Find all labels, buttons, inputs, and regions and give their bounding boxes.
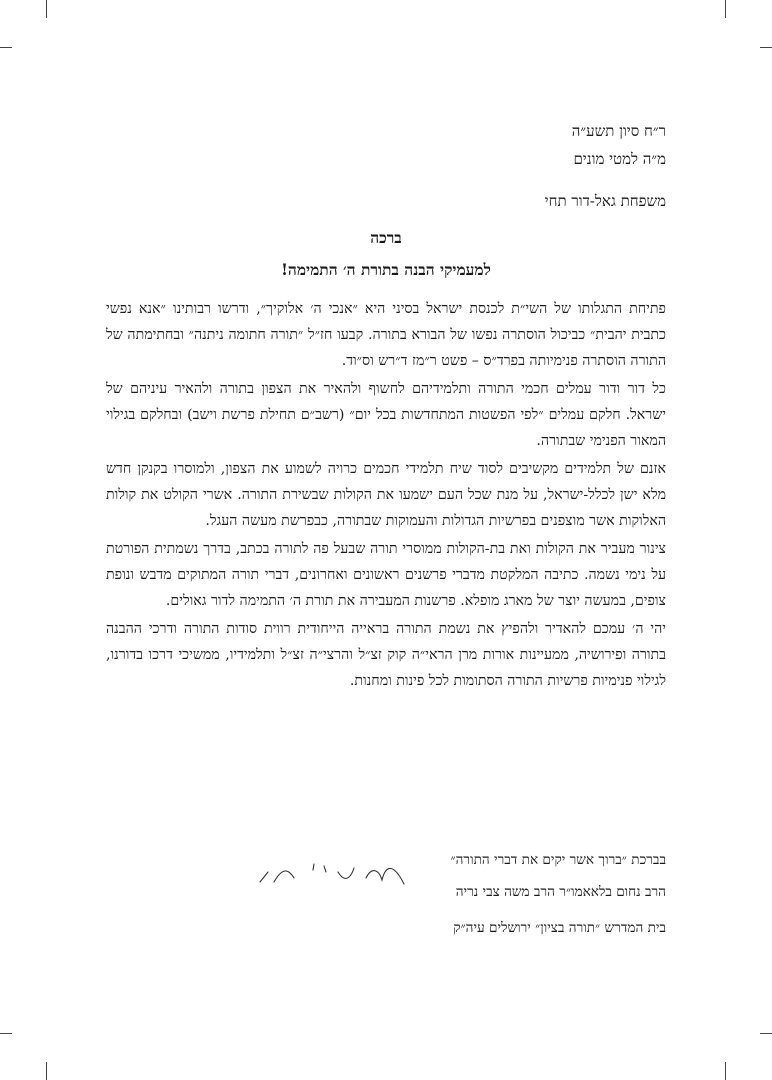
institution	[106, 918, 666, 938]
crop-mark-bottom-right-h	[760, 1033, 772, 1034]
letter-subtitle: למעמיקי הבנה בתורת ה׳ התמימה!	[281, 260, 491, 279]
crop-mark-top-left-v	[46, 0, 47, 18]
letter-body	[106, 296, 666, 696]
letter-day: מ״ה למטי מונים	[573, 150, 666, 168]
paragraph: צינור מעביר את הקולות ואת בת-הקולות ממוסרי תורה שבעל פה לתורה בכתב, בדרך נשמתית הפורטת על נימי נשמה. כתיבה המלקטת מדברי פרשנים ראשונים ואחרונים, דברי תורה המתוקים מדבש ונופת צופים, במעשה יוצר של מארג מופלא. פרשנות המעבירה את תורת ה׳ התמימה לדור גאולים.	[106, 541, 666, 609]
crop-mark-bottom-left-h	[0, 1033, 12, 1034]
signers-text: הרב נחום בלאאמו״ר הרב משה צבי נריה	[455, 884, 666, 900]
letter-addressee: משפחת גאל-דור תחי	[544, 192, 666, 210]
institution-text: בית המדרש ״תורה בציון״ ירושלים עיה״ק	[453, 920, 666, 936]
letter-title: ברכה	[370, 228, 402, 247]
paragraph: אזנם של תלמידים מקשיבים לסוד שיח תלמידי חכמים כרויה לשמוע את הצפון, ולמוסרו בקנקן חדש מלא ישן לכלל-ישראל, על מנת שכל העם ישמעו את הקולות שבשירת התורה. אשרי הקולט את קולות האלוקות אשר מוצפנים בפרשיות הגדולות והעמוקות שבתורה, כבפרשת מעשה העגל.	[106, 461, 666, 529]
crop-mark-top-left-h	[0, 47, 12, 48]
letter-date: ר״ח סיון תשע״ה	[571, 122, 666, 140]
crop-mark-top-right-v	[725, 0, 726, 18]
closing-blessing-text: בברכת ״ברוך אשר יקים את דברי התורה״	[450, 852, 666, 868]
paragraph: כל דור ודור עמלים חכמי התורה ותלמידיהם לחשוף ולהאיר את הצפון בתורה ולהאיר עיניהם של ישראל. חלקם עמלים ״לפי הפשטות המתחדשות בכל יום״ (רשב״ם תחילת פרשת וישב) ובחלקם בגילוי המאור הפנימי שבתורה.	[106, 381, 666, 449]
paragraph: יהי ה׳ עמכם להאדיר ולהפיץ את נשמת התורה בראייה הייחודית רווית סודות התורה ודרכי ההבנה בתורה ופירושיה, ממעיינות אורות מרן הראי״ה קוק זצ״ל והרצי״ה זצ״ל ותלמידיו, ממשיכי דרכו בדורנו, לגילוי פנימיות פרשיות התורה הסתומות לכל פינות ומחנות.	[106, 621, 666, 689]
crop-mark-top-right-h	[760, 47, 772, 48]
paragraph: פתיחת התגלותו של השי״ת לכנסת ישראל בסיני היא ״אנכי ה׳ אלוקיך״, ודרשו רבותינו ״אנא נפשי כתבית יהבית״ כביכול הוסתרה נפשו של הבורא בתורה. קבעו חז״ל ״תורה חתומה ניתנה״ ובחתימתה של התורה הוסתרה פנימיותה בפרד״ס – פשט ר״מז ד״רש וס״וד.	[106, 301, 666, 369]
signers	[106, 882, 666, 902]
crop-mark-bottom-right-v	[725, 1062, 726, 1080]
crop-mark-bottom-left-v	[46, 1062, 47, 1080]
